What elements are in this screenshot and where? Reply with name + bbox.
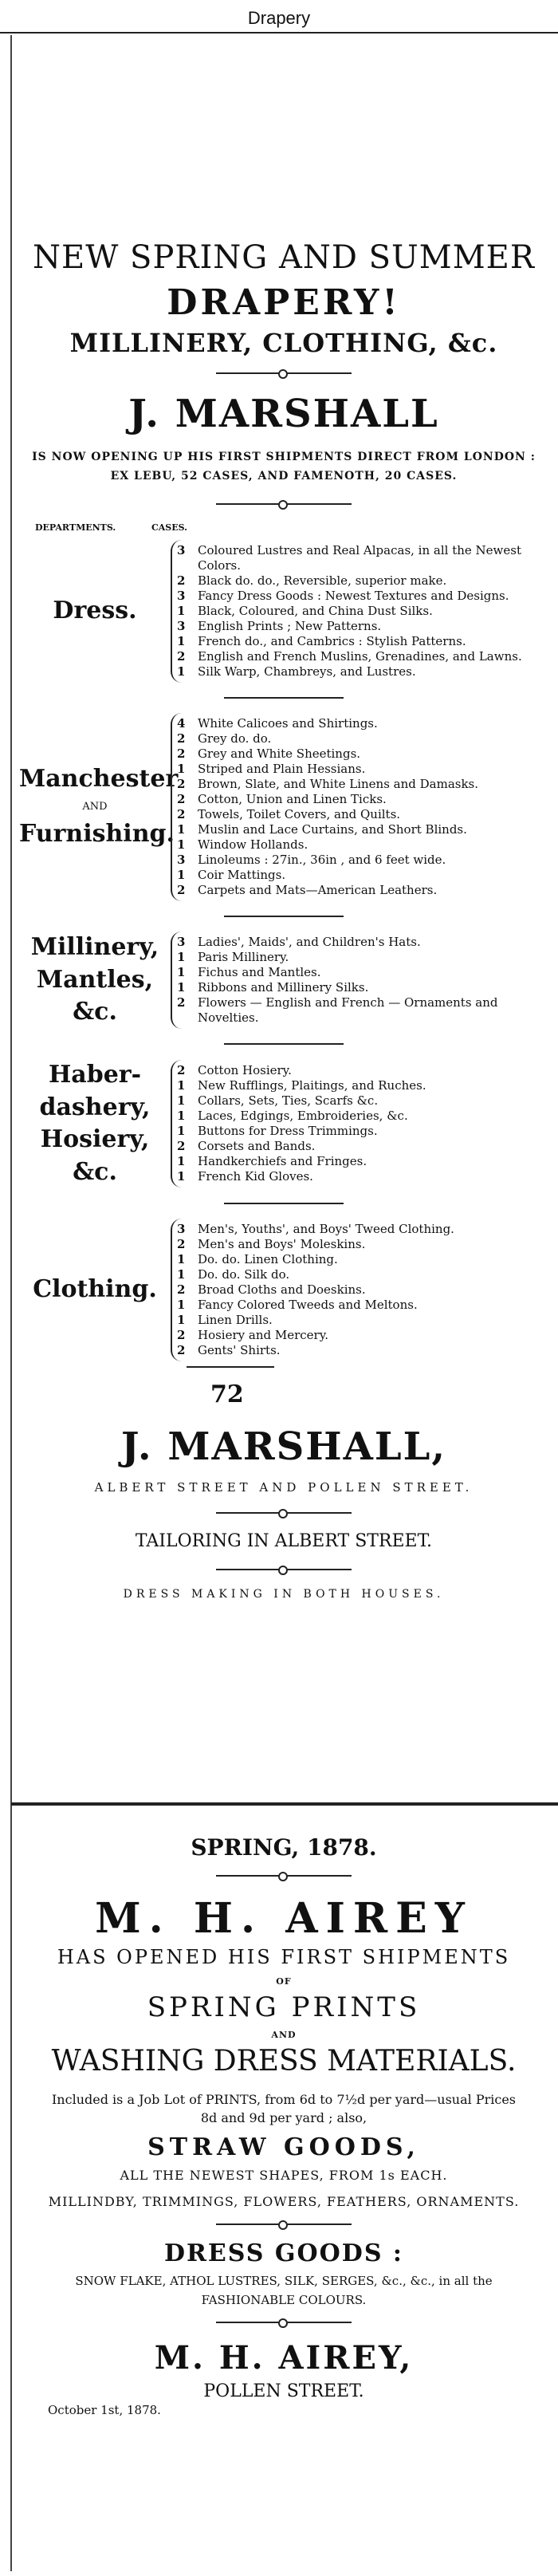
job-lot-line-2: 8d and 9d per yard ; also, xyxy=(200,2110,367,2125)
list-item: 4 White Calicoes and Shirtings. xyxy=(177,716,378,731)
list-item: 2 Flowers — English and French — Ornaments and Novelties. xyxy=(177,995,498,1025)
department-items xyxy=(171,540,548,683)
department-name: Clothing. xyxy=(33,1275,157,1304)
shop-streets: ALBERT STREET AND POLLEN STREET. xyxy=(94,1480,474,1495)
list-item: 1 Ribbons and Millinery Silks. xyxy=(177,980,369,995)
job-lot-line-1: Included is a Job Lot of PRINTS, from 6d to 7½d per yard—usual Prices xyxy=(51,2092,517,2107)
list-item: 1 Handkerchiefs and Fringes. xyxy=(177,1154,367,1168)
department-manchester xyxy=(19,713,548,901)
list-item: 1 Paris Millinery. xyxy=(177,950,289,964)
headline-millinery: MILLINERY, CLOTHING, &c. xyxy=(69,328,498,358)
total-rule xyxy=(187,1366,274,1368)
department-millinery xyxy=(19,932,548,1029)
department-items xyxy=(171,1219,548,1361)
merchant-name: J. MARSHALL xyxy=(128,392,439,436)
footer-merchant-name: M. H. AIREY, xyxy=(154,2339,414,2377)
ornamental-rule xyxy=(216,503,352,505)
headline-drapery: DRAPERY! xyxy=(167,282,401,323)
list-item: 2 Gents' Shirts. xyxy=(177,1343,281,1357)
list-item: 2 Hosiery and Mercery. xyxy=(177,1328,328,1342)
list-item: 1 Fancy Colored Tweeds and Meltons. xyxy=(177,1298,418,1312)
headline-new-spring: NEW SPRING AND SUMMER xyxy=(33,239,535,276)
ornamental-rule xyxy=(216,1512,352,1514)
ornamental-rule xyxy=(216,2322,352,2323)
millinery-line: MILLINDBY, TRIMMINGS, FLOWERS, FEATHERS, ORNAMENTS. xyxy=(48,2194,520,2209)
opening-line-2: EX LEBU, 52 CASES, AND FAMENOTH, 20 CASES. xyxy=(110,470,458,483)
list-item: 3 Ladies', Maids', and Children's Hats. xyxy=(177,935,421,949)
department-name: Manchester AND Furnishing. xyxy=(19,765,179,849)
fabrics-line-1: SNOW FLAKE, ATHOL LUSTRES, SILK, SERGES, &c., &c., in all the xyxy=(75,2274,493,2288)
col-cases: CASES. xyxy=(151,522,187,533)
list-item: 3 Coloured Lustres and Real Alpacas, in all the Newest Colors. xyxy=(177,543,521,573)
list-item: 1 Silk Warp, Chambreys, and Lustres. xyxy=(177,664,416,679)
and-label: AND xyxy=(271,2030,297,2040)
list-item: 2 Grey and White Sheetings. xyxy=(177,746,361,761)
marshall-advertisement xyxy=(19,239,548,1601)
list-item: 3 Linoleums : 27in., 36in , and 6 feet wide. xyxy=(177,853,446,867)
list-item: 2 Brown, Slate, and White Linens and Damasks. xyxy=(177,777,479,791)
list-item: 1 Collars, Sets, Ties, Scarfs &c. xyxy=(177,1093,379,1108)
opening-line-1: IS NOW OPENING UP HIS FIRST SHIPMENTS DIRECT FROM LONDON : xyxy=(32,451,536,463)
department-items xyxy=(171,1060,548,1188)
ornamental-rule xyxy=(216,1569,352,1570)
list-item: 1 Laces, Edgings, Embroideries, &c. xyxy=(177,1109,408,1123)
section-title: Drapery xyxy=(247,8,311,28)
col-departments: DEPARTMENTS. xyxy=(35,522,116,533)
of-label: OF xyxy=(276,1976,292,1987)
list-item: 3 Fancy Dress Goods : Newest Textures and Designs. xyxy=(177,589,509,603)
department-haberdashery xyxy=(19,1059,548,1188)
table-header xyxy=(19,516,548,540)
list-item: 1 Linen Drills. xyxy=(177,1313,273,1327)
column-rule xyxy=(10,35,12,2571)
ornamental-rule xyxy=(216,1875,352,1877)
list-item: 1 Do. do. Linen Clothing. xyxy=(177,1252,338,1266)
list-item: 1 Black, Coloured, and China Dust Silks. xyxy=(177,604,433,618)
list-item: 2 English and French Muslins, Grenadines, and Lawns. xyxy=(177,649,522,664)
department-name: Haber- dashery, Hosiery, &c. xyxy=(39,1061,151,1186)
divider xyxy=(224,697,344,699)
tailoring-notice: TAILORING IN ALBERT STREET. xyxy=(135,1531,433,1551)
list-item: 1 Fichus and Mantles. xyxy=(177,965,321,979)
dress-goods: DRESS GOODS : xyxy=(163,2239,403,2267)
total-cases: 72 xyxy=(210,1381,244,1408)
list-item: 1 French Kid Gloves. xyxy=(177,1169,313,1184)
dressmaking-notice: DRESS MAKING IN BOTH HOUSES. xyxy=(123,1588,445,1601)
list-item: 1 Striped and Plain Hessians. xyxy=(177,762,366,776)
ornamental-rule xyxy=(216,372,352,374)
fabrics-line-2: FASHIONABLE COLOURS. xyxy=(201,2293,367,2307)
advert-separator xyxy=(11,1802,558,1806)
airey-advertisement xyxy=(19,1834,548,2417)
list-item: 2 Towels, Toilet Covers, and Quilts. xyxy=(177,807,401,821)
list-item: 2 Cotton Hosiery. xyxy=(177,1063,292,1077)
footer-merchant-name: J. MARSHALL, xyxy=(120,1424,447,1469)
opened-shipments: HAS OPENED HIS FIRST SHIPMENTS xyxy=(57,1946,511,1968)
divider xyxy=(224,1203,344,1204)
list-item: 1 New Rufflings, Plaitings, and Ruches. xyxy=(177,1078,426,1093)
department-dress xyxy=(19,540,548,683)
list-item: 2 Black do. do., Reversible, superior make. xyxy=(177,573,447,588)
list-item: 2 Cotton, Union and Linen Ticks. xyxy=(177,792,387,806)
list-item: 1 Muslin and Lace Curtains, and Short Blinds. xyxy=(177,822,467,837)
list-item: 3 English Prints ; New Patterns. xyxy=(177,619,382,633)
department-name: Dress. xyxy=(53,597,137,625)
list-item: 1 Window Hollands. xyxy=(177,837,308,852)
page-header xyxy=(0,0,558,33)
advert-date: October 1st, 1878. xyxy=(48,2403,161,2417)
department-clothing xyxy=(19,1219,548,1361)
newest-shapes: ALL THE NEWEST SHAPES, FROM 1s EACH. xyxy=(120,2168,448,2183)
ornamental-rule xyxy=(216,2223,352,2225)
season-heading: SPRING, 1878. xyxy=(191,1834,377,1861)
merchant-name: M. H. AIREY xyxy=(95,1894,473,1943)
list-item: 3 Men's, Youths', and Boys' Tweed Clothing. xyxy=(177,1222,454,1236)
divider xyxy=(224,916,344,917)
department-name: Millinery, Mantles, &c. xyxy=(30,933,159,1026)
list-item: 1 Buttons for Dress Trimmings. xyxy=(177,1124,378,1138)
list-item: 2 Grey do. do. xyxy=(177,731,272,746)
spring-prints: SPRING PRINTS xyxy=(147,1991,421,2023)
department-items xyxy=(171,932,548,1029)
list-item: 1 French do., and Cambrics : Stylish Patterns. xyxy=(177,634,466,648)
list-item: 2 Corsets and Bands. xyxy=(177,1139,316,1153)
divider xyxy=(224,1043,344,1045)
department-items xyxy=(171,713,548,901)
list-item: 2 Carpets and Mats—American Leathers. xyxy=(177,883,438,897)
straw-goods: STRAW GOODS, xyxy=(147,2133,420,2161)
street-name: POLLEN STREET. xyxy=(203,2381,364,2401)
list-item: 2 Broad Cloths and Doeskins. xyxy=(177,1282,366,1297)
list-item: 1 Do. do. Silk do. xyxy=(177,1267,290,1282)
list-item: 2 Men's and Boys' Moleskins. xyxy=(177,1237,366,1251)
washing-materials: WASHING DRESS MATERIALS. xyxy=(51,2045,517,2078)
list-item: 1 Coir Mattings. xyxy=(177,868,286,882)
